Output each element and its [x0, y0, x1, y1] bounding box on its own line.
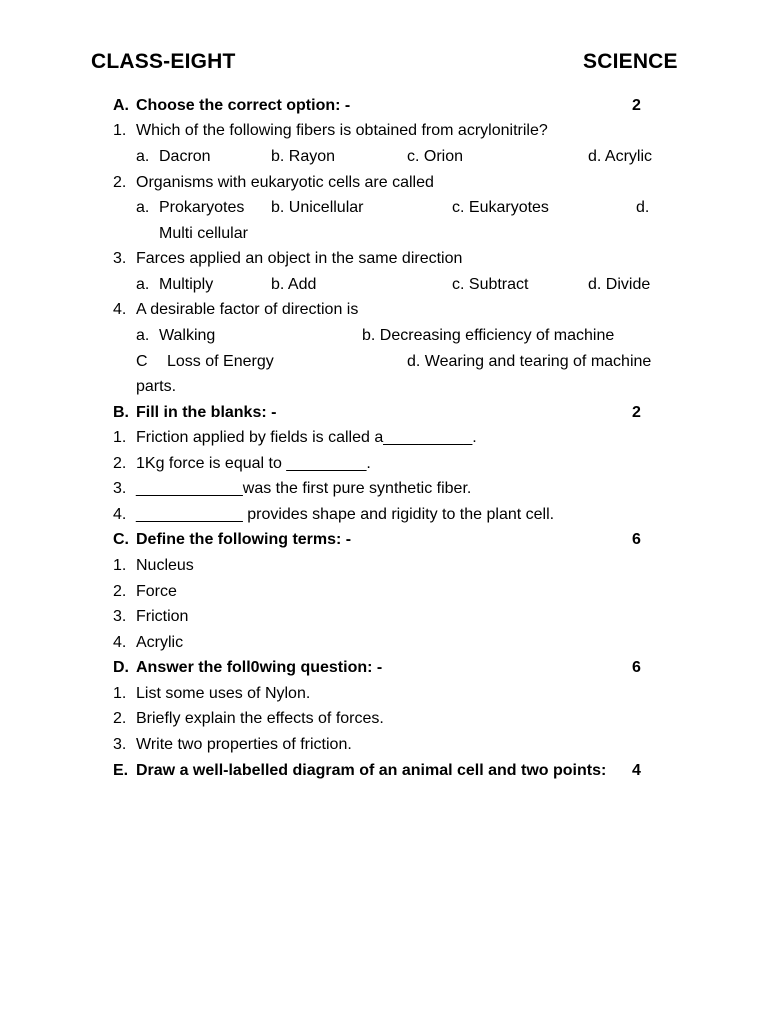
section-title: Define the following terms: - — [136, 531, 352, 548]
option-a: Prokaryotes — [159, 199, 245, 216]
option-a: Multiply — [159, 276, 214, 293]
item-text: Nucleus — [136, 557, 194, 574]
item-number: 4. — [113, 634, 127, 651]
item-text: Briefly explain the effects of forces. — [136, 710, 384, 727]
item-text: List some uses of Nylon. — [136, 685, 311, 702]
item-text: 1Kg force is equal to _________. — [136, 455, 371, 472]
item-number: 3. — [113, 480, 127, 497]
option-b: b. Decreasing efficiency of machine — [362, 327, 615, 344]
option-label: a. — [136, 148, 150, 165]
option-b: b. Unicellular — [271, 199, 364, 216]
item-number: 3. — [113, 608, 127, 625]
item-text: Friction — [136, 608, 189, 625]
class-label: CLASS-EIGHT — [91, 50, 236, 73]
item-text: Friction applied by fields is called a__________. — [136, 429, 477, 446]
option-a: Dacron — [159, 148, 211, 165]
question-number: 2. — [113, 174, 127, 191]
option-c: c. Eukaryotes — [452, 199, 549, 216]
section-title: Answer the foll0wing question: - — [136, 659, 383, 676]
item-number: 3. — [113, 736, 127, 753]
section-title: Fill in the blanks: - — [136, 404, 277, 421]
section-marks: 2 — [632, 97, 641, 114]
question-number: 4. — [113, 301, 127, 318]
item-number: 2. — [113, 583, 127, 600]
question-text: Farces applied an object in the same direction — [136, 250, 463, 267]
option-label: a. — [136, 327, 150, 344]
option-d-label: d. — [636, 199, 650, 216]
section-label: E. — [113, 762, 129, 779]
section-label: D. — [113, 659, 129, 676]
option-c: Loss of Energy — [167, 353, 274, 370]
item-text: ____________ provides shape and rigidity to the plant cell. — [136, 506, 555, 523]
item-text: Force — [136, 583, 177, 600]
section-label: B. — [113, 404, 129, 421]
option-b: b. Rayon — [271, 148, 336, 165]
item-number: 1. — [113, 557, 127, 574]
question-number: 1. — [113, 122, 127, 139]
option-d: d. Divide — [588, 276, 651, 293]
option-a: Walking — [159, 327, 216, 344]
question-number: 3. — [113, 250, 127, 267]
item-number: 2. — [113, 455, 127, 472]
section-label: C. — [113, 531, 129, 548]
item-number: 1. — [113, 429, 127, 446]
option-b: b. Add — [271, 276, 317, 293]
section-marks: 4 — [632, 762, 641, 779]
question-text: A desirable factor of direction is — [136, 301, 359, 318]
option-d: d. Wearing and tearing of machine — [407, 353, 652, 370]
option-d-cont: parts. — [136, 378, 177, 395]
section-marks: 6 — [632, 531, 641, 548]
option-c: c. Orion — [407, 148, 464, 165]
item-number: 1. — [113, 685, 127, 702]
section-title: Draw a well-labelled diagram of an animal cell and two points: — [136, 762, 607, 779]
item-text: Acrylic — [136, 634, 184, 651]
option-label: a. — [136, 276, 150, 293]
item-text: Write two properties of friction. — [136, 736, 352, 753]
section-marks: 6 — [632, 659, 641, 676]
section-label: A. — [113, 97, 129, 114]
option-label: a. — [136, 199, 150, 216]
section-title: Choose the correct option: - — [136, 97, 351, 114]
option-c: c. Subtract — [452, 276, 529, 293]
option-d: d. Acrylic — [588, 148, 653, 165]
option-d: Multi cellular — [159, 225, 248, 242]
item-number: 2. — [113, 710, 127, 727]
question-text: Organisms with eukaryotic cells are called — [136, 174, 434, 191]
question-text: Which of the following fibers is obtained from acrylonitrile? — [136, 122, 548, 139]
item-text: ____________was the first pure synthetic fiber. — [136, 480, 472, 497]
item-number: 4. — [113, 506, 127, 523]
subject-label: SCIENCE — [583, 50, 678, 73]
section-marks: 2 — [632, 404, 641, 421]
option-c-label: C — [136, 353, 148, 370]
